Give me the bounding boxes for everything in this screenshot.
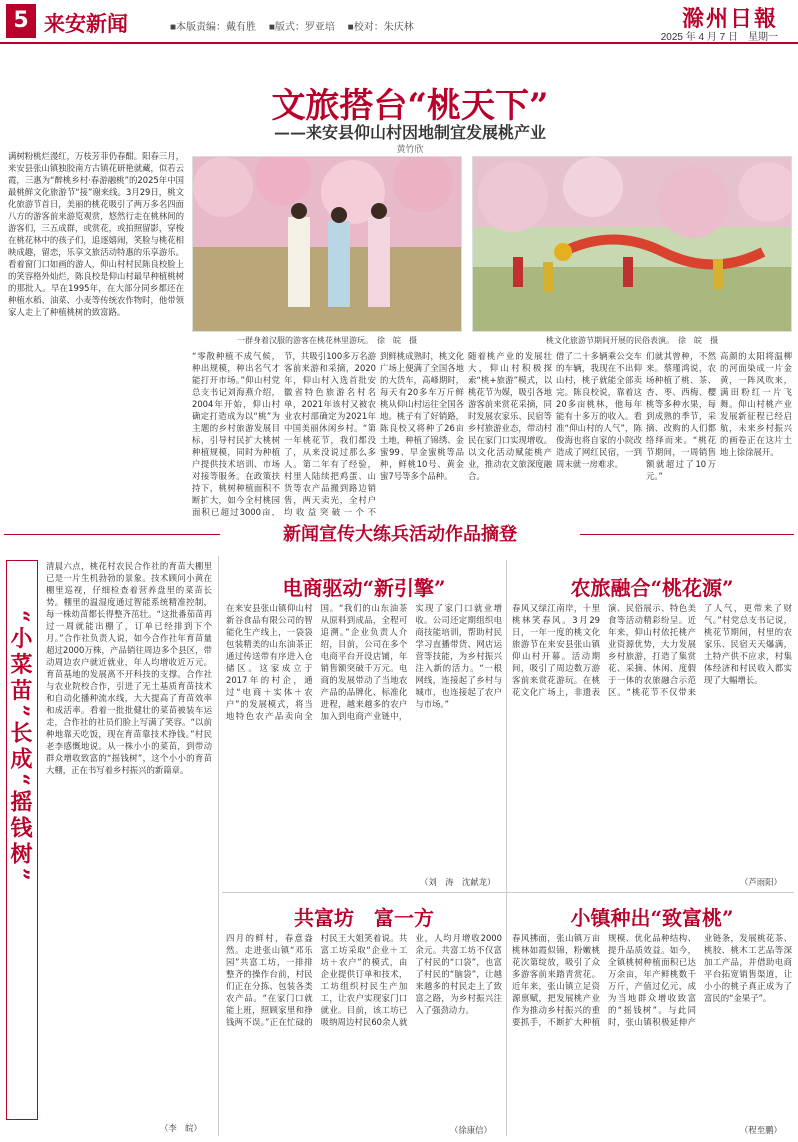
- row-divider: [222, 892, 794, 893]
- lead-headline: 文旅搭台“桃天下”: [271, 86, 549, 126]
- article-2-title: 农旅融合“桃花源”: [570, 576, 734, 600]
- right-photo-caption: 桃文化旅游节期间开展的民俗表演。 徐 皖 摄: [546, 336, 718, 345]
- article-divider: [506, 560, 507, 1136]
- article-3-credit: （徐康信）: [450, 1125, 492, 1135]
- sidebar-body: 清晨六点，桃花村农民合作社的育苗大棚里已是一片生机勃勃的景象。技术顾问小黄在棚里巡视，仔细检查着营养盘里的菜苗长势。棚里的温湿度通过智能系统精准控制，每一株幼苗都长得整齐茁壮。“这批番茄苗再过一周就能出棚了，订单已经排到下个月。”合作社负责人说，如今合作社年育苗量超过2000万株，产品销往周边多个县区，带动周边农户就近就业，年人均增收近万元。育苗基地的发展离不开科技的支撑。合作社与农业院校合作，引进了无土基质育苗技术和自动化播种流水线，大大提高了育苗效率和成活率。看着一批批健壮的菜苗被装车运走，合作社的社员们脸上写满了笑容。“以前种地靠天吃饭，现在育苗靠技术挣钱。”村民老李感慨地说。从一株小小的菜苗，到带动群众增收致富的“摇钱树”，这个小小的育苗大棚，正在书写着乡村振兴的新篇章。: [46, 561, 212, 775]
- left-photo-caption: 一群身着汉服的游客在桃花林里游玩。 徐 皖 摄: [237, 336, 417, 345]
- article-1-credit: （刘 涛 沈献龙）: [420, 877, 496, 887]
- newspaper-logo: 滁州日報: [681, 6, 778, 32]
- article-1-body: 在来安县张山镇仰山村新谷食品有限公司的智能化生产线上，一袋袋包装精美的山东油茶正通过传送带有序进入仓储区。这家成立于2017年的村企，通过“电商＋实体＋农户”的发展模式，将当地特色农产品卖向全国。“我们的山东油茶从原料到成品，全程可追溯。”企业负责人介绍，目前，公司在多个电商平台开设店铺，年销售额突破千万元。电商的发展带动了当地农产品的品牌化、标准化进程，越来越多的农户加入到电商产业链中，实现了家门口就业增收。公司还定期组织电商技能培训，帮助村民学习直播带货、网店运营等技能，为乡村振兴注入新的活力。“一根网线，连接起了乡村与城市，也连接起了农户与市场。”: [226, 603, 502, 721]
- column-divider: [218, 556, 219, 1136]
- editor-credits: [170, 18, 424, 33]
- article-3-title: 共富坊 富一方: [294, 906, 434, 930]
- article-4-credit: （程至鹏）: [740, 1125, 782, 1135]
- sidebar-title: “小菜苗”长成“摇钱树”: [7, 610, 33, 885]
- lead-column-8: 高颜的太阳将温柳的河面染成一片金黄，一阵风吹来，满田粉红一片飞舞。仰山村桃产业发展新征程已经启航，未来乡村振兴的画卷正在这片土地上徐徐展开。: [720, 351, 792, 457]
- article-2-body: 春风又绿江南岸，十里桃林笑春风。3月29日，一年一度的桃文化旅游节在来安县张山镇仰山村开幕。活动期间，吸引了周边数万游客前来赏花游玩。在桃花文化广场上，非遗表演、民俗展示、特色美食等活动精彩纷呈。近年来，仰山村依托桃产业资源优势，大力发展乡村旅游，打造了集赏花、采摘、休闲、度假于一体的农旅融合示范区。“桃花节不仅带来了人气，更带来了财气。”村党总支书记说，桃花节期间，村里的农家乐、民宿天天爆满，土特产供不应求，村集体经济和村民收入都实现了大幅增长。: [512, 603, 792, 697]
- lead-column-6: 借了二十多辆乘公交车的车辆，我现在不出仰山村，桃子就能全部卖完。陈良校说，靠着这20多亩桃林，他每年能有十多万的收入。看准“仰山村的人气”，陈俊海也将自家的小院改造成了网红民宿，一到周末就一房难求。: [556, 351, 642, 469]
- lead-column-2: “零散种植不成气候，种出规模，种出名气才能打开市场。”仰山村党总支书记刘海燕介绍，2004年开始，仰山村确定打造成为以“桃”为主题的乡村旅游发展目标，引导村民扩大桃树种植规模，同时为种植户提供技术培训、市场对接等服务。在政策扶持下，桃树种植面积不断扩大，如今全村桃园面积已超过3000亩，: [192, 351, 280, 516]
- article-2-credit: （芦雨阳）: [740, 877, 782, 887]
- lead-column-7: 们就其曾种，不然来。蔡瑾鸿说，农场种植了桃、茶、杏、枣、西梅、樱桃等多种水果，每到成熟的季节，采摘、改购的人们都络绎而来。“桃花节期间，一周销售额就超过了10万元。”: [646, 351, 716, 481]
- editor-credit: ■本版责编：戴有胜: [170, 22, 257, 33]
- masthead: [0, 0, 798, 44]
- proof-credit: ■校对：朱庆林: [347, 22, 414, 33]
- lead-column-3: 节，共吸引100多万名游客前来游和采摘，2020年，仰山村入选首批安徽省特色旅游名村名单，2021年该村又被农业农村部确定为2021年中国美丽休闲乡村。“第一年桃花节，我们都没了，从来没说过那么多人。第二年有了经验，村里人陆续把鸡蛋、山货等农产品搬到路边销售，两天卖光，全村户均收益突破一个不: [284, 351, 376, 516]
- lead-byline: 黄竹欣: [396, 145, 424, 155]
- lead-column-1: 满树粉桃烂漫红，万枝芳菲仍春酣。阳春三月，来安县张山镇独胶南方古镇花研艳就藏，似若云霞，三惠为“醉桃乡村·春游融桃”的2025年中国最桃鲜文化旅游节“接”谢来线。3月29日，桃文化旅游节首日，美丽的桃花吸引了两万多名四面八方的游客前来游览观赏，悠然行走在桃林间的游客们，三五成群，或赏花，或拍照留影，穿梭在桃花林中的孩子们，追逐嬉闹，笑脸与桃花相映成趣，留恋，乐享文旅活动特惠的乐享游乐。看着窗门口如画的游人，仰山村村民陈良校脸上的笑容格外灿烂，陈良校是仰山村最早种植桃树的那批人。早在1995年，在大部分同乡都还在种植水稻、油菜、小麦等传统农作物时，他带领家人走上了种植桃树的致富路。: [8, 151, 184, 317]
- page-number: 5: [6, 4, 36, 38]
- band-rule-left: [4, 534, 220, 535]
- lead-column-4: 到鲜桃成熟时，桃文化广场上便满了全国各地的大货车，高峰期时，每天有20多车万斤鲜桃从仰山村运往全国各地。桃子有了好销路，陈良校又将种了26亩土地，种植了锦绣、金蜜99、早金蜜桃等品种，鲜桃10号、黄金蜜7号等多个品种。: [380, 351, 464, 481]
- article-1-title: 电商驱动“新引擎”: [282, 576, 446, 600]
- article-4-title: 小镇种出“致富桃”: [570, 906, 734, 930]
- article-3-body: 四月的鲜村，春意盎然。走进张山镇“邓乐园”共富工坊，一排排整齐的操作台前，村民们正在分拣、包装各类农产品。“在家门口就能上班，照顾家里和挣钱两不误。”正在忙碌的村民王大姐笑着说。共富工坊采取“企业＋工坊＋农户”的模式，由企业提供订单和技术，工坊组织村民生产加工，让农户实现家门口就业。目前，该工坊已吸纳周边村民60余人就业，人均月增收2000余元。共富工坊不仅富了村民的“口袋”，也富了村民的“脑袋”，让越来越多的村民走上了致富之路，为乡村振兴注入了强劲动力。: [226, 933, 502, 1027]
- hanfu-tourists-photo: [192, 156, 462, 332]
- sidebar-credit: （李 皖）: [160, 1123, 202, 1133]
- lead-subheadline: ——来安县仰山村因地制宜发展桃产业: [273, 123, 546, 142]
- section-name: 来安新闻: [44, 11, 128, 36]
- article-4-body: 春风拂面，张山镇万亩桃林如霞似锦，粉嫩桃花次第绽放，吸引了众多游客前来踏青赏花。近年来，张山镇立足资源禀赋，把发展桃产业作为推动乡村振兴的重要抓手，不断扩大种植规模、优化品种结构、提升品质效益。如今，全镇桃树种植面积已达万余亩，年产鲜桃数千万斤，产值过亿元，成为当地群众增收致富的“摇钱树”。与此同时，张山镇积极延伸产业链条，发展桃花茶、桃胶、桃木工艺品等深加工产品，并借助电商平台拓宽销售渠道，让小小的桃子真正成为了富民的“金果子”。: [512, 933, 792, 1027]
- layout-credit: ■版式：罗亚培: [268, 22, 335, 33]
- lead-column-5: 随着桃产业的发展壮大，仰山村积极探索“桃+旅游”模式，以桃花节为媒，吸引各地游客前来赏花采摘，同时发展农家乐、民宿等乡村旅游业态，带动村民在家门口实现增收。以文化活动赋能桃产业，推动农文旅深度融合。: [468, 351, 552, 481]
- section-band-title: 新闻宣传大练兵活动作品摘登: [283, 524, 517, 545]
- folk-performance-photo: [472, 156, 792, 332]
- issue-date: 2025 年 4 月 7 日 星期一: [660, 32, 778, 43]
- band-rule-right: [580, 534, 794, 535]
